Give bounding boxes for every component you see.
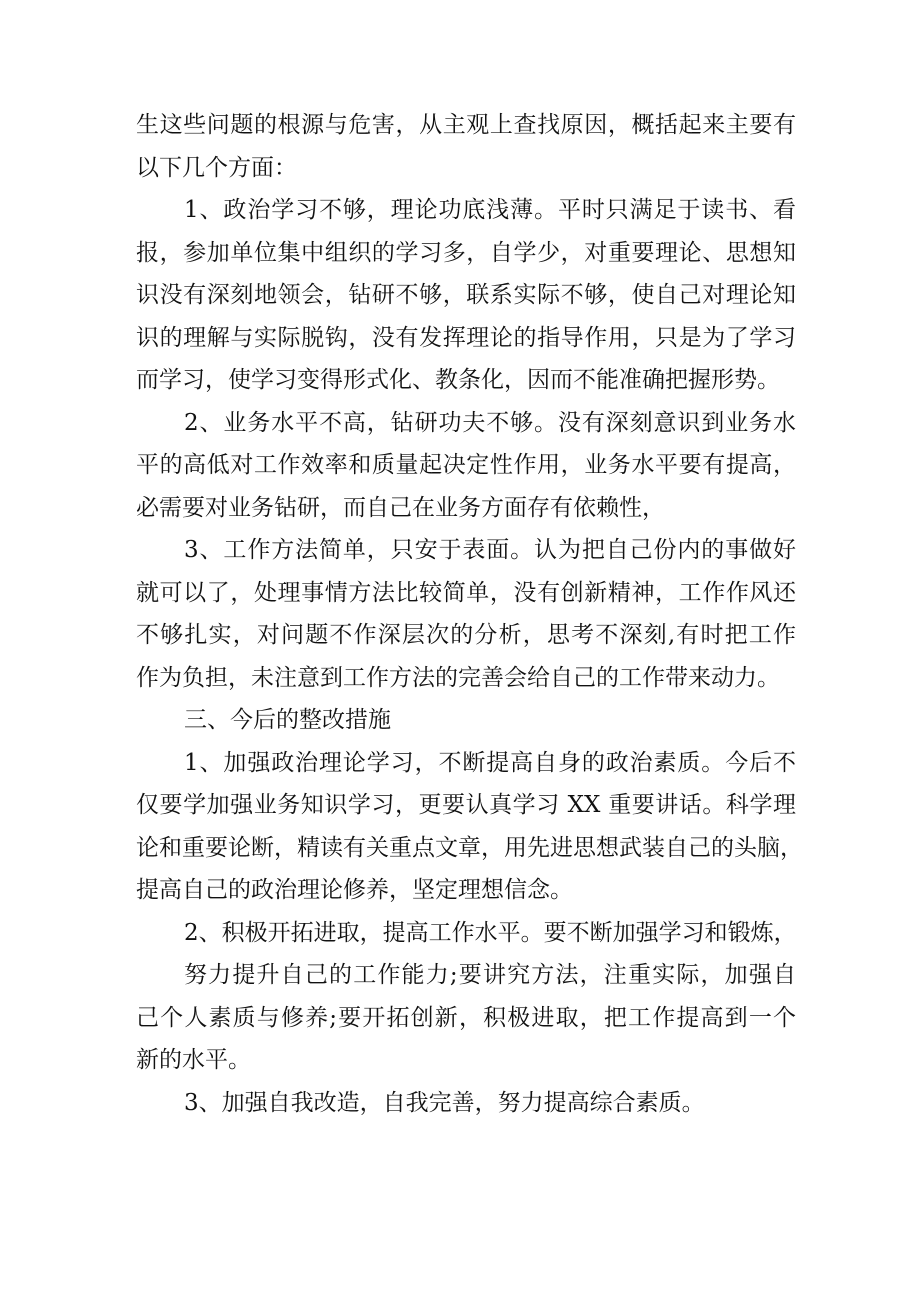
text-line: 论和重要论断，精读有关重点文章，用先进思想武装自己的头脑， — [136, 834, 803, 861]
text-line: 就可以了，处理事情方法比较简单，没有创新精神，工作作风还 — [136, 579, 796, 606]
text-line: 努力提升自己的工作能力;要讲究方法，注重实际，加强自 — [184, 962, 796, 988]
text-line: 三、今后的整改措施 — [184, 707, 391, 733]
text-line: 生这些问题的根源与危害，从主观上查找原因，概括起来主要有 — [136, 112, 796, 138]
text-line: 提高自己的政治理论修养，坚定理想信念。 — [136, 877, 573, 903]
text-line: 2、业务水平不高，钻研功夫不够。没有深刻意识到业务水 — [184, 409, 796, 436]
text-line: 而学习，使学习变得形式化、教条化，因而不能准确把握形势。 — [136, 367, 780, 393]
text-line: 报，参加单位集中组织的学习多，自学少，对重要理论、思想知 — [136, 239, 796, 266]
text-line: 识没有深刻地领会，钻研不够，联系实际不够，使自己对理论知 — [136, 282, 796, 308]
text-line: 平的高低对工作效率和质量起决定性作用，业务水平要有提高， — [136, 452, 796, 478]
text-line: 仅要学加强业务知识学习，更要认真学习 XX 重要讲话。科学理 — [136, 792, 796, 818]
text-line: 作为负担，未注意到工作方法的完善会给自己的工作带来动力。 — [136, 664, 780, 691]
text-line: 3、加强自我改造，自我完善，努力提高综合素质。 — [184, 1089, 705, 1116]
text-line: 3、工作方法简单，只安于表面。认为把自己份内的事做好 — [184, 537, 796, 563]
text-line: 新的水平。 — [136, 1047, 251, 1073]
text-line: 识的理解与实际脱钩，没有发挥理论的指导作用，只是为了学习 — [136, 324, 796, 351]
document-body — [136, 104, 803, 1124]
text-line: 2、积极开拓进取，提高工作水平。要不断加强学习和锻炼， — [184, 919, 797, 946]
text-line: 1、政治学习不够，理论功底浅薄。平时只满足于读书、看 — [184, 197, 796, 223]
text-line: 己个人素质与修养;要开拓创新，积极进取，把工作提高到一个 — [136, 1004, 796, 1031]
text-line: 以下几个方面： — [136, 154, 297, 181]
text-line: 1、加强政治理论学习，不断提高自身的政治素质。今后不 — [184, 749, 796, 776]
text-line: 不够扎实，对问题不作深层次的分析，思考不深刻,有时把工作 — [136, 622, 796, 648]
text-line: 必需要对业务钻研，而自己在业务方面存有依赖性， — [136, 494, 665, 521]
